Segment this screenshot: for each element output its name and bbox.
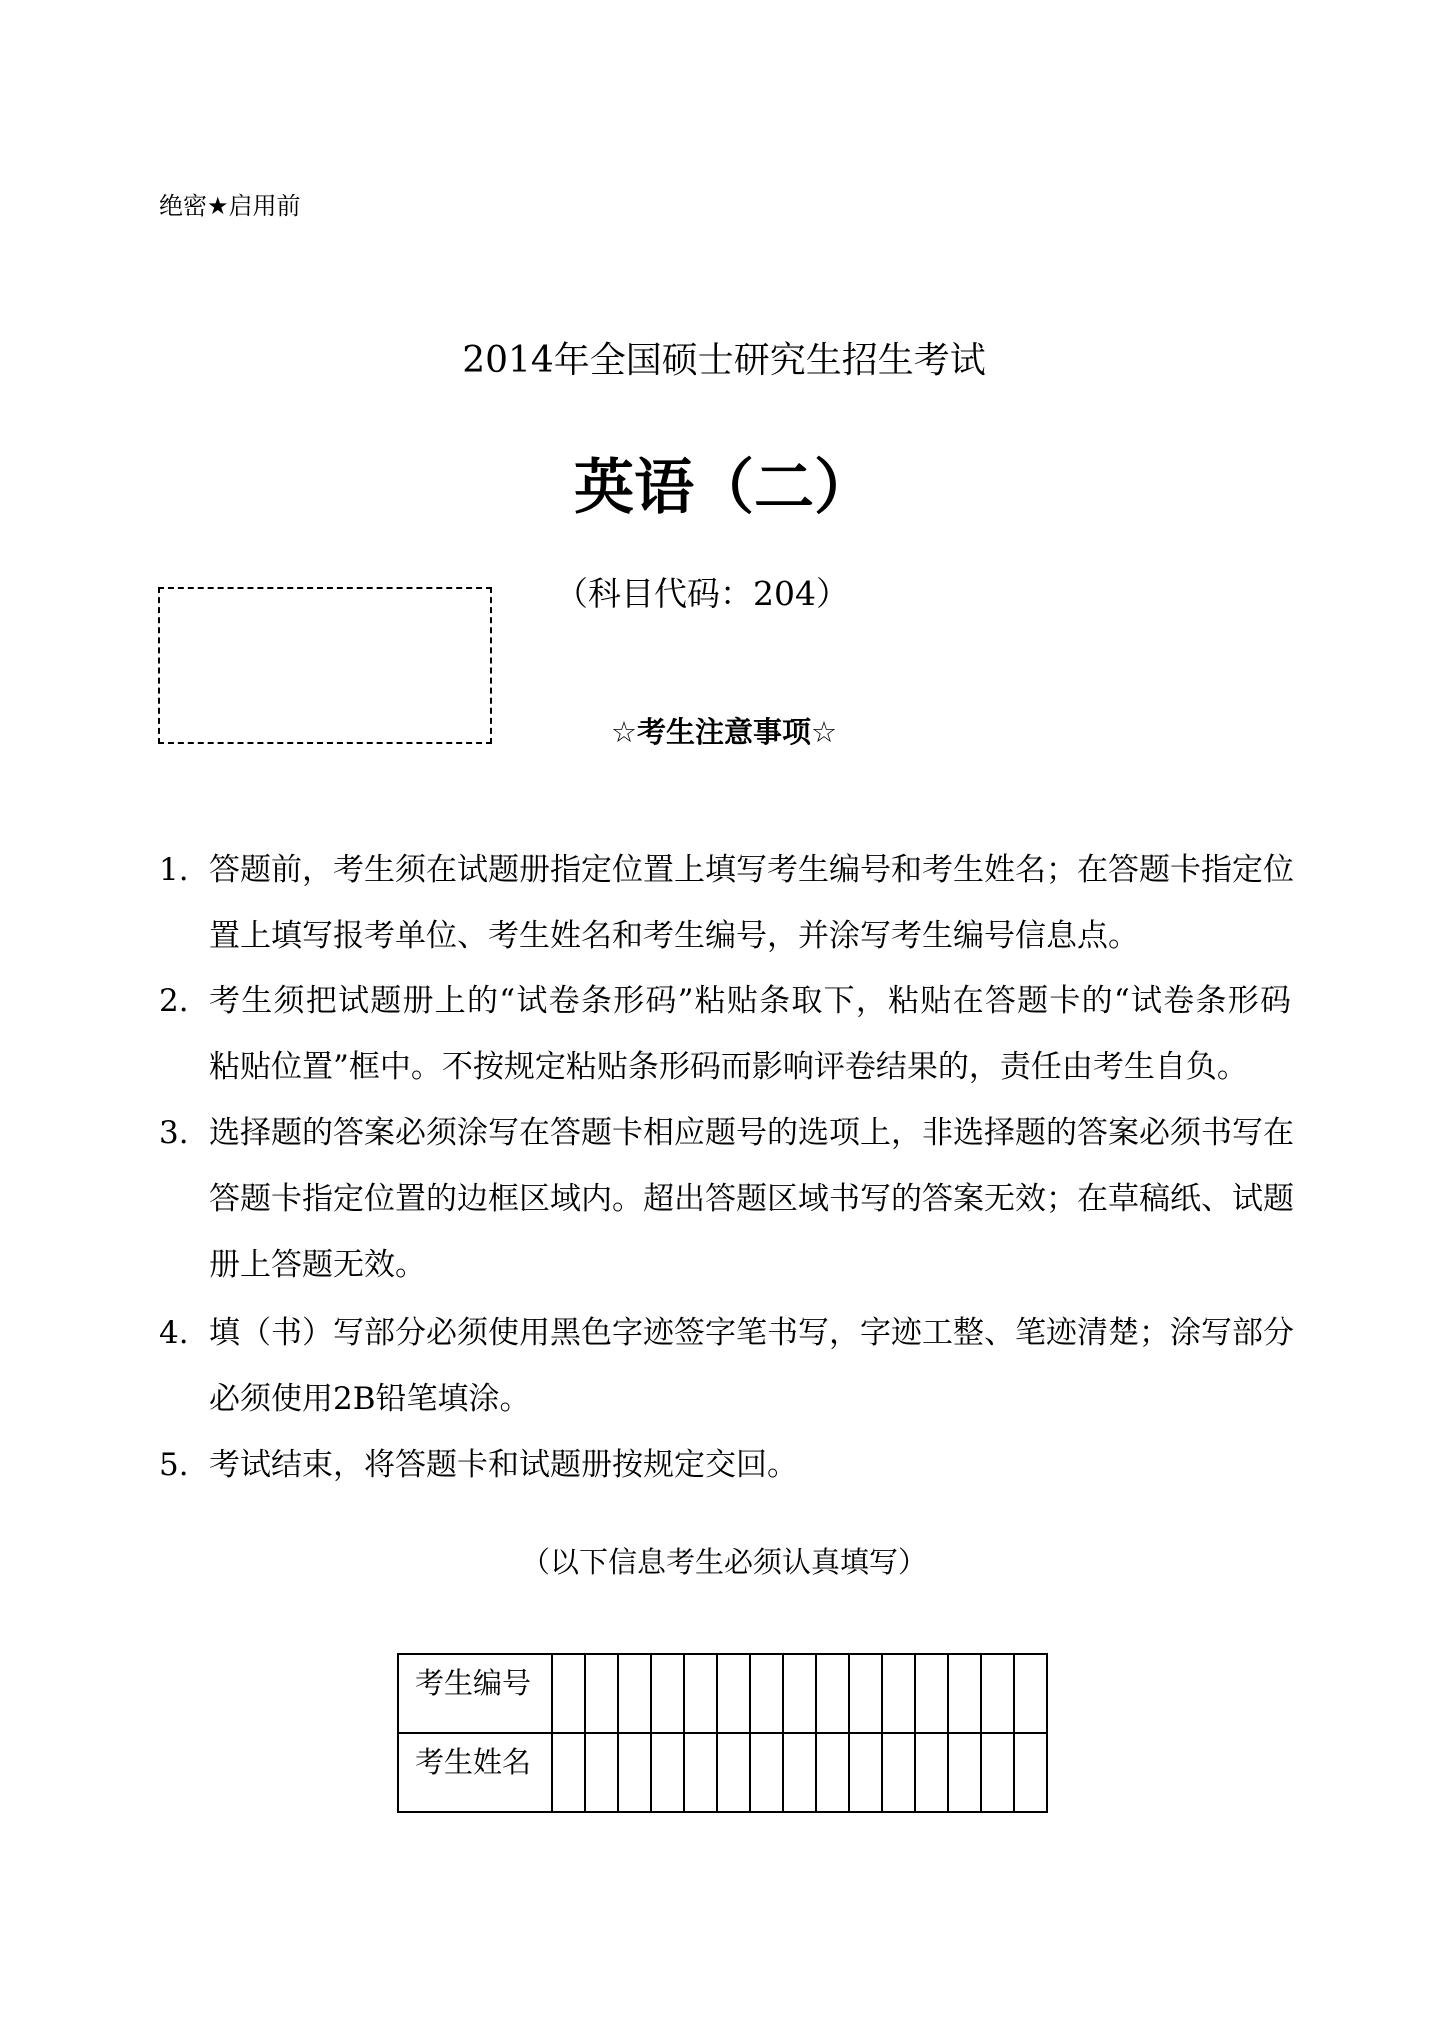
input-cell[interactable] — [981, 1733, 1014, 1812]
exam-title: 2014年全国硕士研究生招生考试 — [462, 340, 986, 381]
input-cell[interactable] — [651, 1733, 684, 1812]
notice-item — [159, 1432, 1291, 1498]
notice-item — [159, 968, 1291, 1100]
input-cell[interactable] — [552, 1733, 585, 1812]
notice-line: 填（书）写部分必须使用黑色字迹签字笔书写，字迹工整、笔迹清楚；涂写部分 — [209, 1315, 1294, 1351]
subject-code: （科目代码：204） — [555, 574, 849, 613]
input-cell[interactable] — [915, 1733, 948, 1812]
input-cell[interactable] — [915, 1654, 948, 1733]
input-cell[interactable] — [948, 1654, 981, 1733]
notice-number: 2. — [159, 983, 189, 1019]
input-cell[interactable] — [816, 1654, 849, 1733]
row-label: 考生编号 — [398, 1654, 552, 1733]
input-cell[interactable] — [1014, 1654, 1047, 1733]
notice-number: 5. — [159, 1447, 189, 1483]
notice-item — [159, 837, 1294, 969]
input-cell[interactable] — [948, 1733, 981, 1812]
notice-line: 必须使用2B铅笔填涂。 — [209, 1381, 531, 1417]
input-cell[interactable] — [552, 1654, 585, 1733]
input-cell[interactable] — [585, 1733, 618, 1812]
input-cell[interactable] — [618, 1733, 651, 1812]
input-cell[interactable] — [1014, 1733, 1047, 1812]
input-cell[interactable] — [783, 1654, 816, 1733]
input-cell[interactable] — [750, 1654, 783, 1733]
input-cell[interactable] — [717, 1654, 750, 1733]
notice-number: 1. — [159, 852, 189, 888]
input-cell[interactable] — [882, 1654, 915, 1733]
input-cell[interactable] — [849, 1733, 882, 1812]
input-cell[interactable] — [684, 1654, 717, 1733]
notice-line: 选择题的答案必须涂写在答题卡相应题号的选项上，非选择题的答案必须书写在 — [209, 1115, 1294, 1151]
confidential-label: 绝密★启用前 — [159, 192, 301, 220]
notice-line: 考生须把试题册上的“试卷条形码”粘贴条取下，粘贴在答题卡的“试卷条形码 — [209, 983, 1291, 1019]
input-cell[interactable] — [981, 1654, 1014, 1733]
input-cell[interactable] — [717, 1733, 750, 1812]
notice-number: 4. — [159, 1315, 189, 1351]
notice-item — [159, 1100, 1294, 1298]
notice-line: 置上填写报考单位、考生姓名和考生编号，并涂写考生编号信息点。 — [209, 918, 1139, 954]
fill-note: （以下信息考生必须认真填写） — [520, 1545, 927, 1579]
subject-title: 英语（二） — [574, 453, 874, 523]
input-cell[interactable] — [618, 1654, 651, 1733]
input-cell[interactable] — [651, 1654, 684, 1733]
notice-title: ☆考生注意事项☆ — [611, 715, 837, 749]
notice-line: 答题卡指定位置的边框区域内。超出答题区域书写的答案无效；在草稿纸、试题 — [209, 1181, 1294, 1217]
notice-line: 册上答题无效。 — [209, 1247, 426, 1283]
input-cell[interactable] — [783, 1733, 816, 1812]
input-cell[interactable] — [684, 1733, 717, 1812]
input-cell[interactable] — [816, 1733, 849, 1812]
input-cell[interactable] — [882, 1733, 915, 1812]
row-label: 考生姓名 — [398, 1733, 552, 1812]
input-cell[interactable] — [849, 1654, 882, 1733]
notice-line: 答题前，考生须在试题册指定位置上填写考生编号和考生姓名；在答题卡指定位 — [209, 852, 1294, 888]
notice-line: 粘贴位置”框中。不按规定粘贴条形码而影响评卷结果的，责任由考生自负。 — [209, 1049, 1248, 1085]
table-row — [398, 1733, 1047, 1812]
notice-number: 3. — [159, 1115, 189, 1151]
candidate-info-table — [397, 1653, 1048, 1813]
input-cell[interactable] — [585, 1654, 618, 1733]
input-cell[interactable] — [750, 1733, 783, 1812]
table-row — [398, 1654, 1047, 1733]
notice-item — [159, 1300, 1294, 1432]
notice-line: 考试结束，将答题卡和试题册按规定交回。 — [209, 1447, 798, 1483]
